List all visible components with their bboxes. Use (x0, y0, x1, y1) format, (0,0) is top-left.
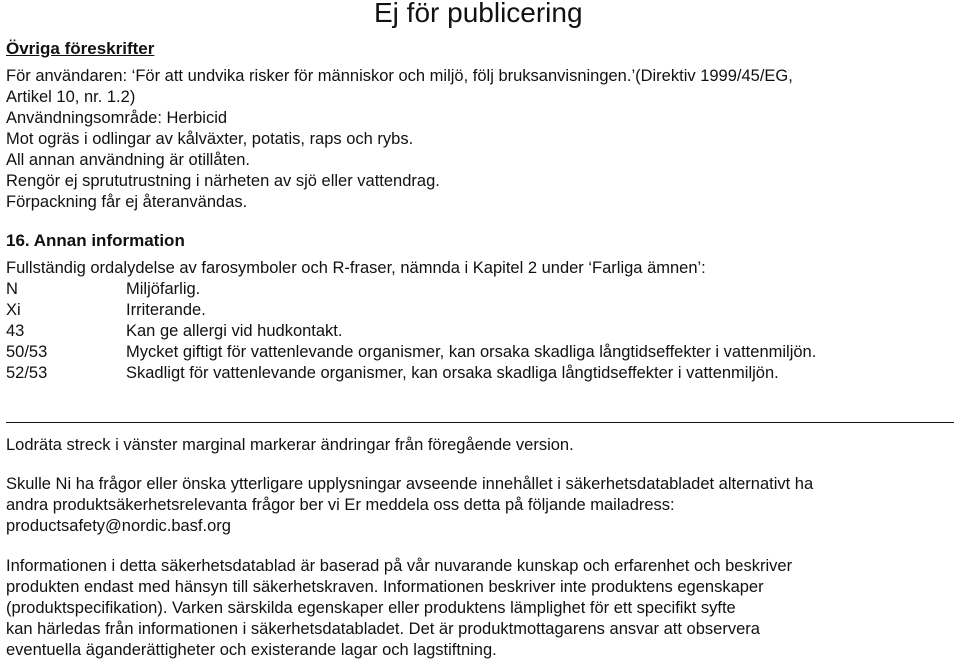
phrase-code: Xi (6, 301, 21, 319)
phrase-code: 43 (6, 322, 25, 340)
contact-line: andra produktsäkerhetsrelevanta frågor ber vi Er meddela oss detta på följande mailadress: (6, 496, 675, 514)
phrase-text: Mycket giftigt för vattenlevande organismer, kan orsaka skadliga långtidseffekter i vattenmiljön. (126, 343, 817, 361)
paragraph-line: Förpackning får ej återanvändas. (6, 193, 248, 211)
paragraph-line: Användningsområde: Herbicid (6, 109, 228, 127)
phrase-code: 50/53 (6, 343, 48, 361)
revision-note: Lodräta streck i vänster marginal markerar ändringar från föregående version. (6, 436, 574, 454)
paragraph-line: Mot ogräs i odlingar av kålväxter, potatis, raps och rybs. (6, 130, 414, 148)
horizontal-divider (6, 422, 954, 423)
phrase-text: Miljöfarlig. (126, 280, 201, 298)
watermark-text: Ej för publicering (374, 0, 583, 28)
phrase-text: Irriterande. (126, 301, 206, 319)
disclaimer-line: eventuella äganderättigheter och existerande lagar och lagstiftning. (6, 641, 497, 659)
phrase-text: Skadligt för vattenlevande organismer, kan orsaka skadliga långtidseffekter i vattenmiljön. (126, 364, 779, 382)
disclaimer-line: kan härledas från informationen i säkerhetsdatabladet. Det är produktmottagarens ansvar att observera (6, 620, 760, 638)
section-heading-ovriga-foreskrifter: Övriga föreskrifter (6, 39, 155, 58)
disclaimer-line: (produktspecifikation). Varken särskilda egenskaper eller produktens lämplighet för ett specifikt syfte (6, 599, 736, 617)
disclaimer-line: Informationen i detta säkerhetsdatablad är baserad på vår nuvarande kunskap och erfarenhet och beskriver (6, 557, 793, 575)
phrase-code: 52/53 (6, 364, 48, 382)
phrase-code: N (6, 280, 18, 298)
contact-email: productsafety@nordic.basf.org (6, 517, 231, 535)
contact-line: Skulle Ni ha frågor eller önska ytterligare upplysningar avseende innehållet i säkerhetsdatabladet alternativt ha (6, 475, 814, 493)
section-heading-annan-information: 16. Annan information (6, 231, 185, 250)
phrase-text: Kan ge allergi vid hudkontakt. (126, 322, 343, 340)
paragraph-line: För användaren: ‘För att undvika risker för människor och miljö, följ bruksanvisningen.’(Direktiv 1999/45/EG, (6, 67, 793, 85)
paragraph-line: Rengör ej sprututrustning i närheten av sjö eller vattendrag. (6, 172, 440, 190)
paragraph-line: Artikel 10, nr. 1.2) (6, 88, 136, 106)
disclaimer-line: produkten endast med hänsyn till säkerhetskraven. Informationen beskriver inte produktens egenskaper (6, 578, 764, 596)
phrases-intro: Fullständig ordalydelse av farosymboler och R-fraser, nämnda i Kapitel 2 under ‘Farliga ämnen’: (6, 259, 706, 277)
paragraph-line: All annan användning är otillåten. (6, 151, 251, 169)
